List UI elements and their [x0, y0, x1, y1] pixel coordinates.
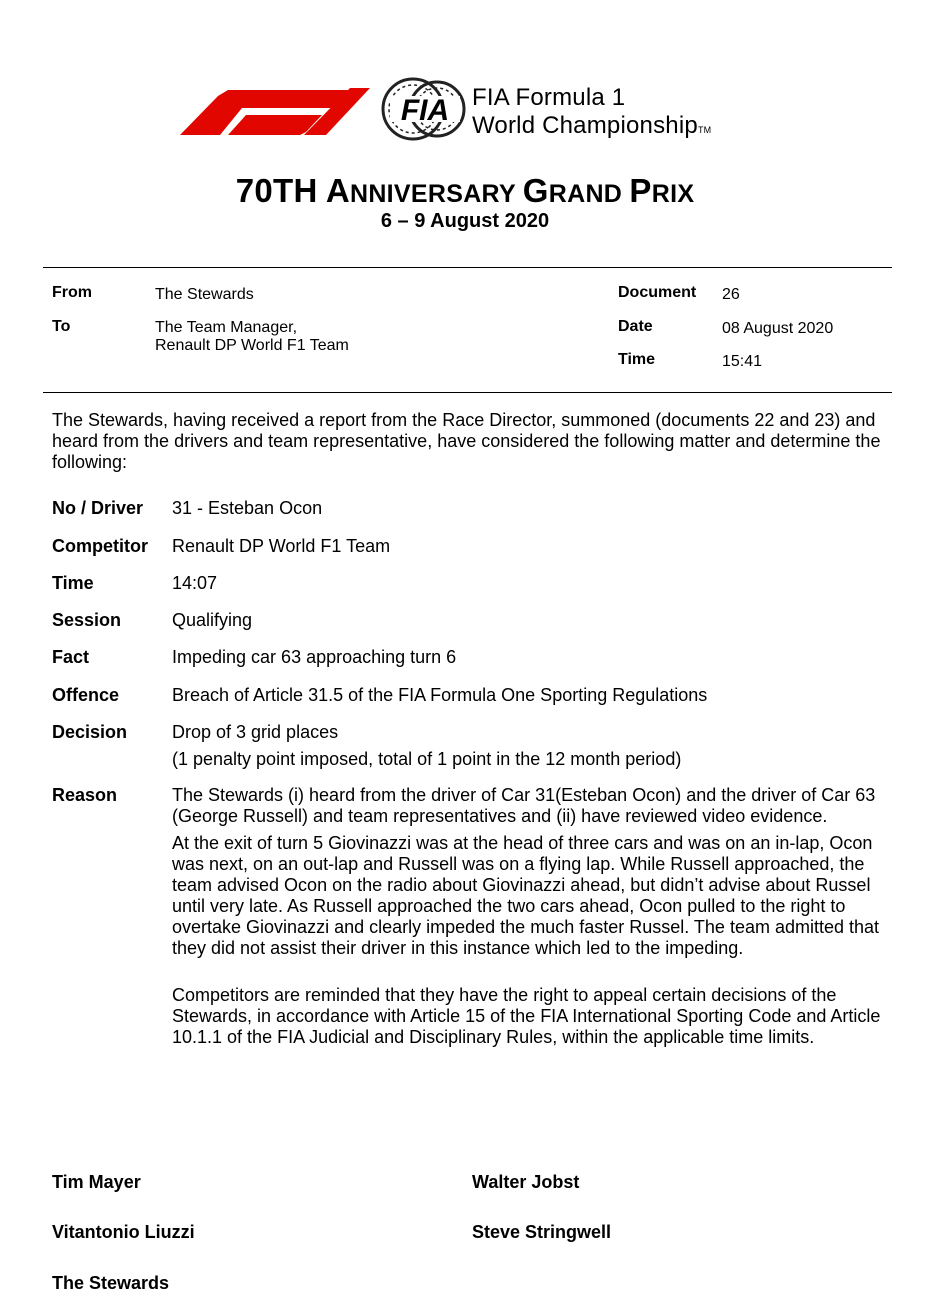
page-title: 70TH ANNIVERSARY GRAND PRIX	[235, 172, 695, 209]
driver-label: No / Driver	[52, 498, 144, 518]
time-value: 15:41	[722, 353, 763, 370]
top-divider	[43, 267, 892, 268]
to-label: To	[52, 318, 71, 335]
session-value: Qualifying	[172, 610, 253, 630]
document-label: Document	[618, 284, 697, 301]
fact-label: Fact	[52, 647, 90, 667]
to-value: The Team Manager, Renault DP World F1 Team	[155, 319, 349, 354]
fia-logo-icon	[380, 76, 470, 142]
brand-line-2: World ChampionshipTM	[472, 112, 712, 139]
from-label: From	[52, 284, 92, 301]
intro-paragraph: The Stewards, having received a report from the Race Director, summoned (documents 22 and 23) and heard from the drivers and team representative, have considered the following matter and determine the following:	[52, 410, 881, 472]
reason-paragraph-1: The Stewards (i) heard from the driver of Car 31(Esteban Ocon) and the driver of Car 63 (George Russell) and team representatives and (ii) have reviewed video evidence.	[172, 785, 876, 826]
signature-tim-mayer: Tim Mayer	[52, 1172, 141, 1192]
brand-line-1: FIA Formula 1	[472, 84, 626, 111]
date-label: Date	[618, 318, 653, 335]
decision-label: Decision	[52, 722, 128, 742]
svg-text:FIA: FIA	[400, 94, 450, 127]
bottom-divider	[43, 392, 892, 393]
incident-time-value: 14:07	[172, 573, 218, 593]
reason-paragraph-3: Competitors are reminded that they have the right to appeal certain decisions of the Stewards, in accordance with Article 15 of the FIA International Sporting Code and Article 10.1.1 of the FIA Judicial and Disciplinary Rules, within the applicable time limits.	[172, 985, 881, 1047]
reason-paragraph-2: At the exit of turn 5 Giovinazzi was at the head of three cars and was on an in-lap, Ocon was next, on an out-lap and Russell was on a flying lap. While Russell approached, the team advised Ocon on the radio about Giovinazzi ahead, but didn’t advise about Russel until very late. As Russell approached the two cars ahead, Ocon pulled to the right to overtake Giovinazzi and clearly impeded the much faster Russel. The team admitted that they did not assist their driver in this instance which led to the impeding.	[172, 833, 880, 958]
session-label: Session	[52, 610, 122, 630]
competitor-label: Competitor	[52, 536, 148, 556]
decision-value: Drop of 3 grid places	[172, 722, 339, 742]
header-logos	[180, 58, 780, 158]
offence-label: Offence	[52, 685, 120, 705]
document-value: 26	[722, 286, 740, 303]
date-value: 08 August 2020	[722, 320, 834, 337]
f1-logo-icon	[180, 80, 370, 136]
fact-value: Impeding car 63 approaching turn 6	[172, 647, 457, 667]
time-label: Time	[618, 351, 656, 368]
from-value: The Stewards	[155, 286, 254, 303]
signature-the-stewards: The Stewards	[52, 1273, 170, 1293]
incident-time-label: Time	[52, 573, 94, 593]
event-dates: 6 – 9 August 2020	[380, 210, 550, 232]
signature-walter-jobst: Walter Jobst	[472, 1172, 580, 1192]
signature-vitantonio-liuzzi: Vitantonio Liuzzi	[52, 1222, 195, 1242]
brand-text	[472, 84, 711, 144]
offence-value: Breach of Article 31.5 of the FIA Formula One Sporting Regulations	[172, 685, 708, 705]
signature-steve-stringwell: Steve Stringwell	[472, 1222, 612, 1242]
decision-note: (1 penalty point imposed, total of 1 point in the 12 month period)	[172, 749, 682, 769]
competitor-value: Renault DP World F1 Team	[172, 536, 391, 556]
trademark: TM	[697, 125, 712, 135]
reason-label: Reason	[52, 785, 118, 805]
driver-value: 31 - Esteban Ocon	[172, 498, 323, 518]
